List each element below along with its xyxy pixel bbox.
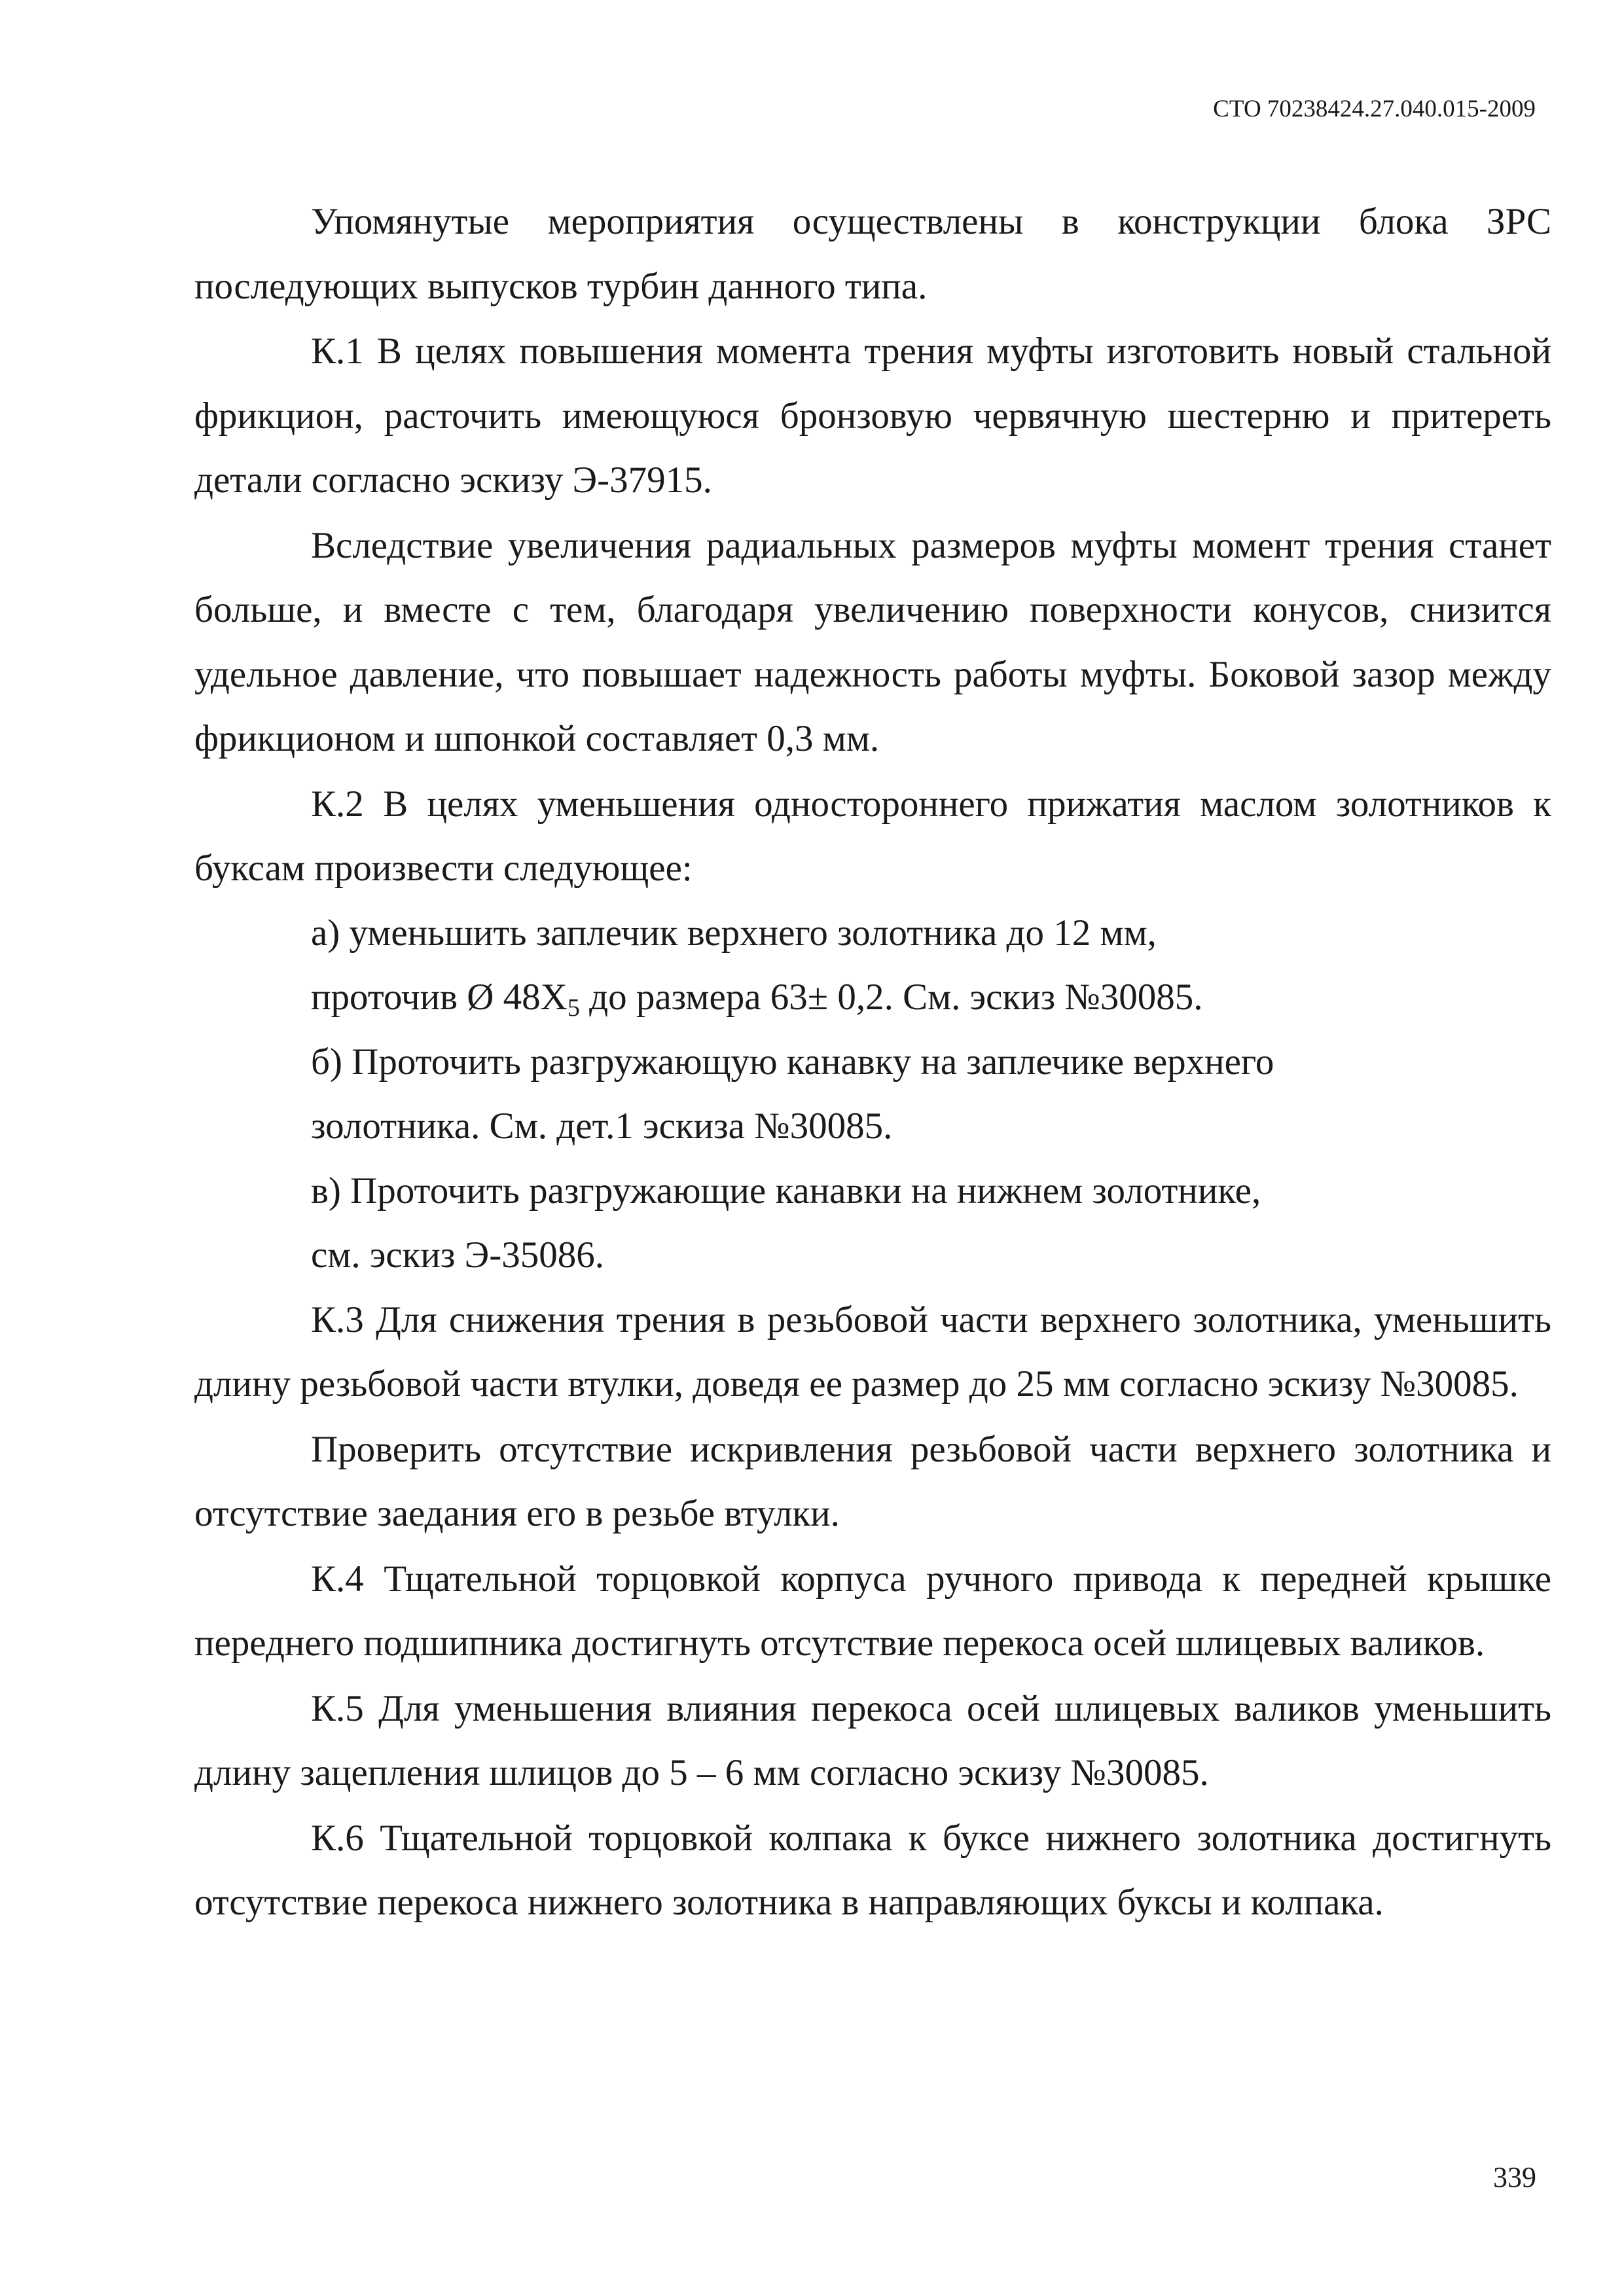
paragraph-k3: К.3 Для снижения трения в резьбовой части верхнего золотника, уменьшить длину резьбовой части втулки, доведя ее размер до 25 мм согласно эскизу №30085. [194,1299,1551,1405]
paragraph-k6: К.6 Тщательной торцовкой колпака к буксе нижнего золотника достигнуть отсутствие перекоса нижнего золотника в направляющих буксы и колпака. [194,1817,1551,1923]
paragraph-intro: Упомянутые мероприятия осуществлены в конструкции блока ЗРС последующих выпусков турбин данного типа. [194,201,1551,307]
list-item-a-line2 [194,965,1551,1030]
paragraph-k1-effect: Вследствие увеличения радиальных размеров муфты момент трения станет больше, и вместе с тем, благодаря увеличению поверхности конусов, снизится удельное давление, что повышает надежность работы муфты. Боковой зазор между фрикционом и шпонкой составляет 0,3 мм. [194,524,1551,759]
list-item-b-line2: золотника. См. дет.1 эскиза №30085. [311,1105,893,1147]
list-item-b-line1: б) Проточить разгружающую канавку на заплечике верхнего [311,1041,1274,1083]
body-text [194,190,1551,1935]
paragraph-k4: К.4 Тщательной торцовкой корпуса ручного привода к передней крышке переднего подшипника достигнуть отсутствие перекоса осей шлицевых валиков. [194,1558,1551,1664]
tolerance-subscript: 5 [567,994,580,1022]
paragraph-k3-check: Проверить отсутствие искривления резьбовой части верхнего золотника и отсутствие заедания его в резьбе втулки. [194,1428,1551,1534]
document-code: СТО 70238424.27.040.015-2009 [1213,96,1536,122]
paragraph-k5: К.5 Для уменьшения влияния перекоса осей шлицевых валиков уменьшить длину зацепления шлицов до 5 – 6 мм согласно эскизу №30085. [194,1687,1551,1793]
paragraph-k2: К.2 В целях уменьшения одностороннего прижатия маслом золотников к буксам произвести следующее: [194,783,1551,889]
list-item-a-text-post: до размера 63± 0,2. См. эскиз №30085. [579,977,1203,1018]
list-item-a-line1: а) уменьшить заплечик верхнего золотника до 12 мм, [311,912,1157,954]
list-item-a-text-pre: проточив Ø 48Х [311,977,568,1018]
list-item-c-line2: см. эскиз Э-35086. [311,1234,604,1276]
paragraph-k1: К.1 В целях повышения момента трения муфты изготовить новый стальной фрикцион, расточить имеющуюся бронзовую червячную шестерню и притереть детали согласно эскизу Э-37915. [194,331,1551,501]
page-number: 339 [1493,2161,1536,2193]
list-item-c-line1: в) Проточить разгружающие канавки на нижнем золотнике, [311,1170,1261,1211]
